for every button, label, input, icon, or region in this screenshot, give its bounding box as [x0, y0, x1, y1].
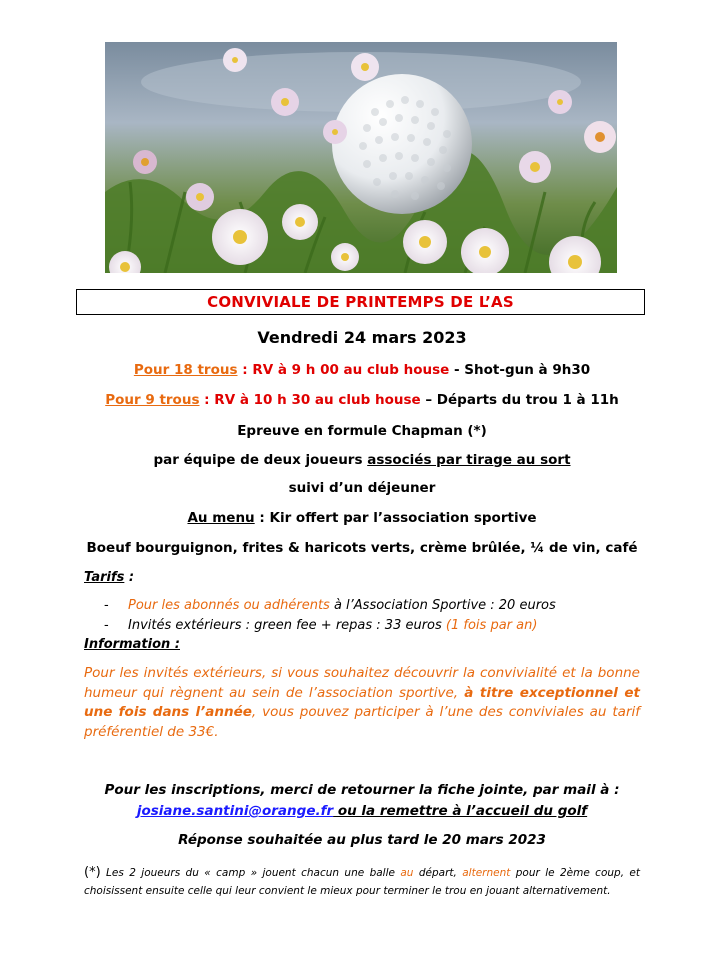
golf-ball-daisies-image: [105, 42, 617, 273]
information-heading: Information :: [84, 637, 180, 652]
email-link[interactable]: josiane.santini@orange.fr: [136, 803, 334, 819]
registration-line: Pour les inscriptions, merci de retourner la fiche jointe, par mail à :: [104, 782, 620, 798]
footnote-marker: (*): [84, 865, 101, 880]
shotgun-text: - Shot-gun à 9h30: [449, 362, 591, 378]
registration-email-line: [0, 803, 724, 819]
exceptional-text: à titre exceptionnel et une fois dans l’année: [84, 684, 641, 720]
event-date: Vendredi 24 mars 2023: [257, 328, 467, 347]
draw-text: associés par tirage au sort: [367, 452, 571, 468]
title-box: [76, 289, 645, 315]
tarifs-heading: Tarifs :: [84, 570, 135, 585]
deadline-line: Réponse souhaitée au plus tard le 20 mars 2023: [178, 832, 546, 848]
schedule-9-holes: Pour 9 trous : RV à 10 h 30 au club house – Départs du trou 1 à 11h: [105, 392, 619, 408]
meal-line: Boeuf bourguignon, frites & haricots verts, crème brûlée, ¼ de vin, café: [86, 540, 638, 556]
departures-text: – Départs du trou 1 à 11h: [420, 392, 619, 408]
format-line: Epreuve en formule Chapman (*): [237, 423, 487, 439]
footnote: (*) Les 2 joueurs du « camp » jouent chacun une balle au départ, alternent pour le 2ème coup, et choisissent ensuite celle qui leur convient le mieux pour terminer le trou en jouant alternativement.: [84, 865, 640, 897]
rv-9-holes: RV à 10 h 30 au club house: [214, 392, 421, 408]
label-9-holes: Pour 9 trous: [105, 392, 200, 408]
tarif-item-members: - Pour les abonnés ou adhérents à l’Association Sportive : 20 euros: [104, 598, 556, 613]
page-title: CONVIVIALE DE PRINTEMPS DE L’AS: [207, 293, 514, 311]
lunch-line: suivi d’un déjeuner: [288, 480, 436, 496]
menu-line: Au menu : Kir offert par l’association sportive: [187, 510, 537, 526]
label-18-holes: Pour 18 trous: [133, 362, 238, 378]
information-paragraph: Pour les invités extérieurs, si vous souhaitez découvrir la convivialité et la bonne humeur qui règnent au sein de l’association sportive, à titre exceptionnel et une fois dans l’année, vous pouvez participer à l’une des conviviales au tarif préférentiel de 33€.: [84, 665, 641, 740]
rv-18-holes: RV à 9 h 00 au club house: [252, 362, 450, 378]
team-line: par équipe de deux joueurs associés par tirage au sort: [153, 452, 571, 468]
hero-photo: [105, 42, 617, 273]
schedule-18-holes: Pour 18 trous : RV à 9 h 00 au club house - Shot-gun à 9h30: [133, 362, 591, 378]
tarif-item-guests: - Invités extérieurs : green fee + repas : 33 euros (1 fois par an): [104, 618, 538, 633]
menu-label: Au menu: [187, 510, 255, 526]
reception-text: ou la remettre à l’accueil du golf: [333, 803, 588, 819]
